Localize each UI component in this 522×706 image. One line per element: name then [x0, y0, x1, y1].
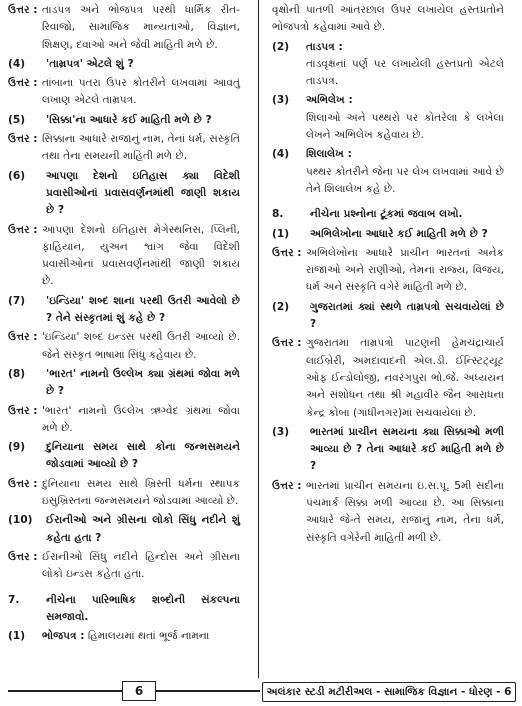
- question-text: 'તામ્રપત્ર' એટલે શું ?: [46, 57, 134, 70]
- answer: [8, 476, 240, 511]
- item-number: (7): [8, 294, 26, 307]
- answer: [8, 222, 240, 291]
- answer-text: આપણા દેશનો ઇતિહાસ મેગેસ્થનિસ, પ્લિની, ફાહિયાન, યુઅન શ્વાંગ જેવા વિદેશી પ્રવાસીઓનાં પ્રવાસવર્ણનમાંથી જાણી શકાય છે.: [42, 223, 240, 288]
- answer-label: ઉત્તર :: [8, 550, 38, 563]
- page-number: 6: [122, 681, 156, 701]
- answer: [8, 403, 240, 438]
- answer-label: ઉત્તર :: [8, 77, 38, 90]
- answer-label: ઉત્તર :: [8, 133, 38, 146]
- answer-label: ઉત્તર :: [272, 246, 302, 259]
- footer-rule-middle: [156, 690, 260, 692]
- term-definition: [272, 92, 504, 144]
- item-number: (1): [8, 630, 26, 643]
- item-number: (8): [8, 367, 26, 380]
- question: [272, 424, 504, 476]
- item-number: (1): [272, 227, 290, 240]
- question: [272, 299, 504, 334]
- item-number: (2): [272, 300, 290, 313]
- continued-text: [272, 2, 504, 37]
- question: [8, 512, 240, 547]
- item-number: 7.: [8, 593, 20, 606]
- answer: [8, 329, 240, 364]
- answer-text: ભારતમાં પ્રાચીન સમયના ઇ.સ.પૂ. 5મી સદીના પંચમાર્ક સિક્કા મળી આવ્યા છે. આ સિક્કાના આધારે જે-તે સમય, રાજાનું નામ, તેના ધર્મ, સંસ્કૃતિ વગેરેની માહિતી મળી છે.: [306, 479, 504, 544]
- footer-title: અલંકાર સ્ટડી મટીરીઅલ - સામાજિક વિજ્ઞાન - ધોરણ - 6: [262, 682, 516, 702]
- question-text: 'ભારત' નામનો ઉલ્લેખ ક્યા ગ્રંથમાં જોવા મળે છે ?: [46, 367, 240, 398]
- answer-text: ગુજરાતમાં તામ્રપત્રો પાટણની હેમચંદ્રાચાર્ય લાઈબ્રેરી, અમદાવાદની એલ.ડી. ઈન્સ્ટિટ્યૂટ ઓફ ઈન્ડોલોજી, નવરંગપુરા ભો.જે. અધ્યયન અને સંશોધન તથા શ્રી મહાવીર જૈન આરાધના કેન્દ્ર કોબા (ગાંધીનગર)માં સચવાયેલાં છે.: [306, 337, 504, 419]
- item-number: (5): [8, 113, 26, 126]
- answer-text: દુનિયાના સમય સાથે ખ્રિસ્તી ધર્મના સ્થાપક ઇસુખ્રિસ્તના જન્મસમયને જોડવામાં આવ્યો છે.: [42, 477, 240, 508]
- question: [8, 168, 240, 220]
- question-text: ગુજરાતમાં ક્યાં સ્થળે તામ્રપત્રો સચવાયેલાં છે ?: [310, 300, 504, 331]
- question: [8, 293, 240, 328]
- answer-text: તાંબાના પતરા ઉપર કોતરીને લખવામાં આવતું લખાણ એટલે તામ્રપત્ર.: [42, 77, 240, 107]
- answer-text: તાડપત્ર અને ભોજપત્ર પરથી ધાર્મિક રીત-રિવાજો, સામાજિક માન્યતાઓ, વિજ્ઞાન, શિક્ષણ, દવાઓ અને જેવી માહિતી મળે છે.: [42, 4, 240, 51]
- term-title: તાડપત્ર :: [306, 40, 343, 53]
- answer-text: 'ભારત' નામનો ઉલ્લેખ ઋગ્વેદ ગ્રંથમાં જોવા મળે છે.: [42, 404, 240, 434]
- question-text: ઈરાનીઓ અને ગ્રીસના લોકો સિંધુ નદીને શું કહેતા હતા ?: [46, 514, 240, 544]
- answer: [272, 245, 504, 297]
- item-number: (2): [272, 40, 290, 53]
- item-number: (10): [8, 514, 33, 527]
- question: [8, 56, 240, 73]
- answer-text: 'ઇન્ડિયા' શબ્દ ઇન્ડસ પરથી ઉતરી આવ્યો છે. જેને સંસ્કૃત ભાષામાં સિંધુ કહેવાય છે.: [42, 331, 240, 361]
- term-title: અભિલેખ :: [306, 94, 353, 107]
- question: [8, 366, 240, 401]
- answer-text: સિક્કાના આધારે રાજાનું નામ, તેનાં ધર્મ, સંસ્કૃતિ તથા તેના સમયની માહિતી મળે છે.: [42, 133, 240, 163]
- answer: [272, 335, 504, 421]
- term-text: પથ્થર કોતરીને જેના પર લેખ લખવામાં આવે છે તેને શિલાલેખ કહે છે.: [306, 165, 504, 195]
- item-number: (6): [8, 169, 26, 182]
- answer: [8, 75, 240, 110]
- term-text: હિમાલયમાં થતાં ભૂર્જ નામના: [87, 630, 210, 643]
- term-title: શિલાલેખ :: [306, 148, 352, 161]
- answer-label: ઉત્તર :: [8, 223, 38, 236]
- term-definition: [272, 39, 504, 91]
- right-column: [272, 2, 504, 549]
- item-number: (3): [272, 94, 290, 107]
- answer: [8, 131, 240, 166]
- question-text: 'સિક્કા'ના આધારે કઈ માહિતી મળે છે ?: [46, 113, 212, 126]
- paragraph-text: વૃક્ષોની પાતળી આંતરછાલ ઉપર લખાયેલ હસ્તપ્રતોને ભોજપત્રો કહેવામાં આવે છે.: [272, 4, 504, 34]
- item-number: (4): [8, 57, 26, 70]
- term-text: શિલાઓ અને પથ્થરો પર કોતરેલા કે લખેલા લેખને અભિલેખ કહેવાય છે.: [306, 111, 504, 142]
- item-number: (4): [272, 148, 290, 161]
- answer-label: ઉત્તર :: [8, 477, 38, 490]
- question: [8, 112, 240, 129]
- item-number: (9): [8, 441, 26, 454]
- answer-label: ઉત્તર :: [8, 404, 38, 417]
- answer: [8, 549, 240, 584]
- section-heading: [8, 592, 240, 627]
- item-number: 8.: [272, 208, 284, 221]
- question-text: અભિલેખોના આધારે કઈ માહિતી મળે છે ?: [310, 227, 488, 240]
- answer: [8, 2, 240, 54]
- answer-label: ઉત્તર :: [272, 479, 302, 492]
- answer: [272, 478, 504, 547]
- answer-label: ઉત્તર :: [8, 331, 38, 344]
- left-column: [8, 2, 240, 647]
- question-text: દુનિયાના સમય સાથે કોના જન્મસમયને જોડવામાં આવ્યો છે ?: [46, 441, 240, 471]
- answer-text: ઈરાનીઓ સિંધુ નદીને હિન્દોસ અને ગ્રીસના લોકો ઇન્ડસ કહેતા હતા.: [42, 550, 240, 581]
- question: [8, 439, 240, 474]
- question-text: નીચેના પ્રશ્નોના ટૂંકમાં જવાબ લખો.: [310, 208, 463, 221]
- footer-rule-left: [8, 690, 122, 692]
- term-definition: [272, 146, 504, 198]
- question-text: નીચેના પારિભાષિક શબ્દોની સંકલ્પના સમજાવો.: [46, 593, 240, 623]
- column-divider: [258, 0, 259, 678]
- question-text: 'ઇન્ડિયા' શબ્દ શાના પરથી ઉતરી આવેલો છે ? તેને સંસ્કૃતમાં શું કહે છે ?: [46, 294, 240, 325]
- term-text: તાડવૃક્ષનાં પર્ણ પર લખાયેલી હસ્તપ્રતો એટલે તાડપત્ર.: [306, 57, 504, 88]
- answer-label: ઉત્તર :: [8, 4, 38, 16]
- answer-text: અભિલેખોના આધારે પ્રાચીન ભારતનાં અનેક રાજાઓ અને રાણીઓ, તેમનાં રાજ્ય, વિજય, ધર્મ અને સંસ્કૃતિ વગેરે માહિતી મળે છે.: [306, 246, 504, 294]
- question-text: ભારતમાં પ્રાચીન સમયના ક્યા સિક્કાઓ મળી આવ્યા છે ? તેના આધારે કઈ માહિતી મળે છે ?: [310, 425, 504, 473]
- question-text: આપણા દેશનો ઇતિહાસ ક્યા વિદેશી પ્રવાસીઓનાં પ્રવાસવર્ણનમાંથી જાણી શકાય છે ?: [46, 169, 240, 217]
- term-title: ભોજપત્ર :: [42, 630, 85, 643]
- page-footer: [0, 680, 522, 702]
- answer-label: ઉત્તર :: [272, 337, 302, 350]
- question: [272, 226, 504, 243]
- item-number: (3): [272, 425, 290, 438]
- section-heading: [272, 206, 504, 223]
- term-definition: [8, 628, 240, 645]
